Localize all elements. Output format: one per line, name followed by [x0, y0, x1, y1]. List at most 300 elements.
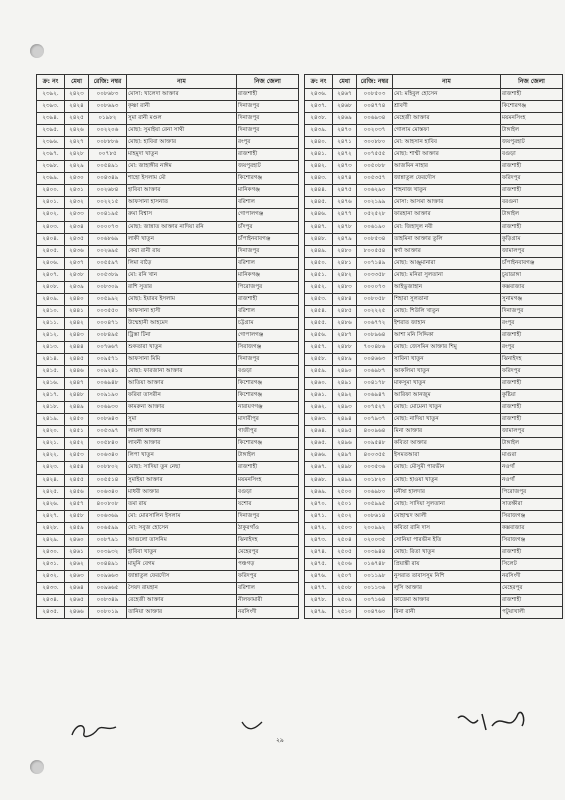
table-row [37, 233, 299, 245]
table-row [37, 402, 299, 414]
cell-reg-no: ০০৫৩৫৭ [357, 173, 393, 185]
cell-district: রাজশাহী [501, 89, 563, 101]
cell-district: সিরাজগঞ্জ [237, 341, 299, 353]
cell-merit: ২৪৮৩ [333, 281, 357, 293]
cell-merit: ২৪৩১ [65, 185, 89, 197]
cell-serial: ২৪৫৪. [305, 305, 333, 317]
cell-name: আতিয়া আক্তার [127, 378, 237, 390]
cell-name: তমা রায় [127, 498, 237, 510]
cell-reg-no: ০০২০৩৭ [357, 125, 393, 137]
cell-reg-no: ০০৬৩৪০ [89, 486, 127, 498]
cell-merit: ২৫০১ [333, 498, 357, 510]
cell-merit: ২৪৮২ [333, 269, 357, 281]
table-row [37, 149, 299, 161]
table-row [37, 414, 299, 426]
table-row [305, 594, 563, 606]
table-row [305, 197, 563, 209]
table-row [305, 607, 563, 619]
cell-merit: ২৫০২ [333, 510, 357, 522]
cell-name: কেয়া রানী রায় [127, 245, 237, 257]
cell-merit: ২৪২৯ [65, 161, 89, 173]
cell-serial: ২৪০০. [37, 185, 65, 197]
cell-merit: ২৪৭৮ [333, 221, 357, 233]
cell-merit: ২৪৫৯ [65, 522, 89, 534]
cell-merit: ২৫০৪ [333, 534, 357, 546]
cell-reg-no: ০০৩৫৫০ [89, 305, 127, 317]
cell-district: জামালপুর [501, 426, 563, 438]
table-row [37, 594, 299, 606]
cell-district: রাজশাহী [501, 402, 563, 414]
cell-reg-no: ০০৫৯৯৫ [357, 498, 393, 510]
table-row [305, 510, 563, 522]
cell-merit: ২৪৯৩ [333, 402, 357, 414]
cell-district: কিশোরগঞ্জ [237, 390, 299, 402]
cell-name: মিনা আক্তার [393, 426, 501, 438]
cell-name: সুমা রানী মণ্ডল [127, 113, 237, 125]
table-row [305, 522, 563, 534]
table-row [305, 426, 563, 438]
cell-merit: ২৪৮৫ [333, 305, 357, 317]
cell-reg-no: ০০৪৬৬৩ [357, 354, 393, 366]
cell-name: মো: রনি খান [127, 269, 237, 281]
right-merit-table [304, 74, 563, 619]
cell-serial: ২৪৭৪. [305, 546, 333, 558]
cell-district: দিনাজপুর [237, 101, 299, 113]
cell-district: ফরিদপুর [501, 173, 563, 185]
cell-reg-no: ০০২১৯৯ [357, 197, 393, 209]
cell-district: দিনাজপুর [237, 113, 299, 125]
cell-merit: ২৪৯৭ [333, 450, 357, 462]
cell-merit: ২৪৮৬ [333, 317, 357, 329]
cell-reg-no: ০০৬১৯০ [357, 221, 393, 233]
cell-merit: ২৪৬৩ [65, 570, 89, 582]
table-row [305, 498, 563, 510]
cell-district: রাজশাহী [501, 329, 563, 341]
cell-district: রাজশাহী [501, 378, 563, 390]
cell-reg-no: ০০৩৯৩২ [89, 546, 127, 558]
cell-name: আফসানা হাসী [127, 305, 237, 317]
cell-merit: ২৪৮৭ [333, 329, 357, 341]
cell-serial: ২৪৪১. [305, 149, 333, 161]
cell-merit: ২৪৫৫ [65, 474, 89, 486]
cell-merit: ২৪৫৪ [65, 462, 89, 474]
table-row [305, 570, 563, 582]
cell-serial: ২৪১০. [37, 305, 65, 317]
cell-serial: ২৪৫৭. [305, 341, 333, 353]
cell-serial: ২৪১২. [37, 329, 65, 341]
table-row [305, 341, 563, 353]
cell-name: লুসি আক্তার [393, 582, 501, 594]
cell-merit: ২৪৪৮ [65, 390, 89, 402]
cell-district: ঠাকুরগাঁও [237, 522, 299, 534]
cell-name: মোছা: হাওয়া খাতুন [393, 474, 501, 486]
cell-name: রাশি সুতার [127, 281, 237, 293]
cell-merit: ২৪৫০ [65, 414, 89, 426]
cell-district: সিরাজগঞ্জ [501, 510, 563, 522]
cell-reg-no: ০০৮০৫৮ [357, 293, 393, 305]
table-row [37, 582, 299, 594]
cell-reg-no: ০০১৮২৩ [357, 474, 393, 486]
table-row [37, 329, 299, 341]
cell-name: আরিফা আনজুম [393, 390, 501, 402]
cell-merit: ২৪৩৭ [65, 257, 89, 269]
table-row [37, 317, 299, 329]
cell-reg-no: ০০৭৫২৭ [357, 402, 393, 414]
cell-serial: ২৪১৫. [37, 366, 65, 378]
cell-reg-no: ০০৮৪৯৫ [89, 329, 127, 341]
cell-reg-no: ৪০০৯৬৪ [357, 426, 393, 438]
table-row [305, 101, 563, 113]
table-row [37, 101, 299, 113]
table-row [37, 161, 299, 173]
cell-reg-no: ০০৬৯৮৭ [357, 366, 393, 378]
header-district: নিজ জেলা [501, 75, 563, 89]
header-name: নাম [393, 75, 501, 89]
cell-merit: ২৪৬৭ [333, 89, 357, 101]
table-row [305, 582, 563, 594]
cell-merit: ২৪৩৯ [65, 281, 89, 293]
cell-merit: ২৪৯৫ [333, 426, 357, 438]
cell-reg-no: ০০৮৫০৩ [357, 89, 393, 101]
table-row [37, 426, 299, 438]
cell-merit: ২৪৪৬ [65, 366, 89, 378]
cell-reg-no: ০০০৪৭১ [89, 317, 127, 329]
cell-name: আকলিমা খাতুন [393, 366, 501, 378]
cell-serial: ২৩৯২. [37, 89, 65, 101]
cell-serial: ২৪৭৩. [305, 534, 333, 546]
cell-merit: ২৪৪১ [65, 305, 89, 317]
cell-reg-no: ০০৫৯৯২ [89, 293, 127, 305]
cell-merit: ২৪৭০ [333, 125, 357, 137]
cell-reg-no: ০০৭৬৬৭ [89, 341, 127, 353]
cell-serial: ২৪১৯. [37, 414, 65, 426]
cell-name: মোছা: মোমেনা খাতুন [393, 402, 501, 414]
cell-reg-no: ০০৭৫৫৫ [357, 149, 393, 161]
cell-district: দিনাজপুর [237, 510, 299, 522]
cell-serial: ২৪৬৮. [305, 474, 333, 486]
cell-reg-no: ০০২৬৯৫ [89, 245, 127, 257]
cell-name: ফারহানা আক্তার [393, 209, 501, 221]
cell-name: মোছা: রিতা খাতুন [393, 546, 501, 558]
cell-name: আফসানা হাসনাত [127, 197, 237, 209]
table-row [37, 558, 299, 570]
cell-reg-no: ৭০০৪৮৬ [357, 341, 393, 353]
cell-merit: ২৪৩৩ [65, 209, 89, 221]
cell-merit: ২৪২৬ [65, 125, 89, 137]
cell-reg-no: ০০৬২৯০ [357, 185, 393, 197]
cell-district: রাজশাহী [501, 414, 563, 426]
cell-reg-no: ০০৬৯৮০ [357, 486, 393, 498]
cell-merit: ২৫০০ [333, 486, 357, 498]
cell-merit: ২৪৫৮ [65, 510, 89, 522]
cell-serial: ২৪০৫. [37, 245, 65, 257]
cell-reg-no: ২০০৯৯২ [357, 522, 393, 534]
cell-name: শুকতারা খাতুন [127, 341, 237, 353]
cell-serial: ২৩৯৬. [37, 137, 65, 149]
cell-serial: ২৪৩৪. [37, 594, 65, 606]
table-row [37, 607, 299, 619]
cell-serial: ২৪৪৬. [305, 209, 333, 221]
cell-district: কক্সবাজার [501, 522, 563, 534]
cell-serial: ২৪৭১. [305, 510, 333, 522]
cell-district: সুনামগঞ্জ [501, 293, 563, 305]
table-row [305, 221, 563, 233]
cell-district: দিনাজপুর [237, 125, 299, 137]
cell-name: ফরিবা তাসরীন [127, 390, 237, 402]
table-row [305, 269, 563, 281]
table-row [37, 197, 299, 209]
cell-serial: ২৪৭৯. [305, 607, 333, 619]
cell-merit: ২৪২৩ [65, 89, 89, 101]
cell-merit: ২৪৭৩ [333, 161, 357, 173]
cell-merit: ২৪৫৭ [65, 498, 89, 510]
table-row [305, 462, 563, 474]
cell-reg-no: ০০৮৭৯১ [89, 534, 127, 546]
cell-reg-no: ০০৯৫৪৮ [357, 438, 393, 450]
cell-merit: ২৪৬৬ [65, 607, 89, 619]
cell-reg-no: ০০৬৭৭২ [357, 317, 393, 329]
cell-reg-no: ০০৭৮৫ [89, 149, 127, 161]
cell-reg-no: ০০৭৯৩৭ [357, 414, 393, 426]
cell-serial: ২৪৬৬. [305, 450, 333, 462]
cell-serial: ২৪৪৭. [305, 221, 333, 233]
cell-name: লায়লা আক্তার [127, 426, 237, 438]
cell-serial: ২৪৪৯. [305, 245, 333, 257]
cell-serial: ২৪৭৮. [305, 594, 333, 606]
cell-merit: ২৪৯১ [333, 378, 357, 390]
table-row [37, 450, 299, 462]
cell-reg-no: ০০৯৬৬৫ [89, 582, 127, 594]
cell-name: মোছা: হাবিবা আক্তার [127, 137, 237, 149]
cell-name: মোছা: শাম্মী আক্তার [393, 149, 501, 161]
cell-name: কামরুনা আক্তার [127, 402, 237, 414]
table-row [37, 354, 299, 366]
table-row [305, 293, 563, 305]
cell-serial: ২৪৫১. [305, 269, 333, 281]
cell-district: মেহেরপুর [501, 582, 563, 594]
cell-district: পিরোজপুর [501, 486, 563, 498]
cell-serial: ২৩৯৯. [37, 173, 65, 185]
cell-district: মাগুরা [501, 450, 563, 462]
cell-serial: ২৪৫৩. [305, 293, 333, 305]
cell-district: বগুড়া [237, 486, 299, 498]
cell-district: ঝিনাইদহ [501, 354, 563, 366]
cell-reg-no: ০০৪৭৬০ [357, 607, 393, 619]
table-row [305, 113, 563, 125]
table-row [37, 570, 299, 582]
cell-name: শ্রাবণী [393, 101, 501, 113]
cell-name: ট্রিস্তা টিনা [127, 329, 237, 341]
cell-district: বরিশাল [237, 197, 299, 209]
cell-district: রাজশাহী [237, 89, 299, 101]
cell-merit: ২৪৭৯ [333, 233, 357, 245]
cell-serial: ২৪৫৯. [305, 366, 333, 378]
table-row [37, 125, 299, 137]
cell-name: কবিতা আক্তার [393, 438, 501, 450]
table-row [37, 438, 299, 450]
cell-name: রেহেজী আক্তার [127, 594, 237, 606]
cell-serial: ২৪৩৫. [37, 607, 65, 619]
cell-name: মোছা: আঞ্জুমানারা [393, 257, 501, 269]
cell-serial: ২৪৪৪. [305, 185, 333, 197]
cell-name: মোছা: সুমাইয়া রেনা সাথী [127, 125, 237, 137]
cell-name: শাহো ইসলাম মৌ [127, 173, 237, 185]
cell-serial: ২৪৭০. [305, 498, 333, 510]
cell-serial: ২৪৩৩. [37, 582, 65, 594]
cell-reg-no: ০০৬৯৩০ [89, 402, 127, 414]
cell-merit: ২৪৪৭ [65, 378, 89, 390]
table-row [305, 137, 563, 149]
cell-merit: ২৪৫৬ [65, 486, 89, 498]
punch-hole-top [30, 44, 44, 58]
cell-reg-no: ০০৮৬৯৩ [89, 101, 127, 113]
cell-reg-no: ০০১১৯৮ [357, 570, 393, 582]
table-row [37, 498, 299, 510]
table-row [37, 305, 299, 317]
cell-district: মেহেরপুর [237, 546, 299, 558]
cell-name: মোসা: আসমা আক্তার [393, 197, 501, 209]
cell-district: মানিকগঞ্জ [237, 269, 299, 281]
cell-serial: ২৪৩২. [37, 570, 65, 582]
cell-district: জয়পুরহাট [237, 161, 299, 173]
cell-serial: ২৪৬৪. [305, 426, 333, 438]
cell-serial: ২৪০১. [37, 197, 65, 209]
cell-name: ইসমতআরা [393, 450, 501, 462]
cell-merit: ২৪৬৫ [65, 594, 89, 606]
cell-reg-no: ০০৪১৭৮ [357, 378, 393, 390]
cell-merit: ২৪৯২ [333, 390, 357, 402]
cell-district: ঝিনাইদহ [237, 534, 299, 546]
cell-merit: ২৪২৫ [65, 113, 89, 125]
cell-reg-no: ০০৮০১৯ [89, 607, 127, 619]
cell-district: কুষ্টিয়া [501, 390, 563, 402]
table-row [305, 474, 563, 486]
cell-name: সোনিয়া পারভীন ইতি [393, 534, 501, 546]
cell-district: নরসিংদী [501, 570, 563, 582]
header-serial: ক্র: নং [37, 75, 65, 89]
cell-serial: ২৩৯৮. [37, 161, 65, 173]
cell-name: কৃষ্ণা রানী [127, 101, 237, 113]
cell-name: প্রিয়াঙ্কী রায় [393, 558, 501, 570]
cell-name: কবিতা রানি দাস [393, 522, 501, 534]
cell-reg-no: ০০৩৩৫৮ [357, 269, 393, 281]
cell-serial: ২৪৫৬. [305, 329, 333, 341]
cell-merit: ২৪৮৯ [333, 354, 357, 366]
cell-merit: ২৪৩৪ [65, 221, 89, 233]
cell-serial: ২৪২০. [37, 426, 65, 438]
cell-district: বগুড়া [501, 149, 563, 161]
cell-reg-no: ০০৮৮৮৬ [89, 137, 127, 149]
cell-name: মো: সবুজ হোসেন [127, 522, 237, 534]
cell-reg-no: ০০৫০৮৮ [357, 161, 393, 173]
cell-reg-no: ০০৬৩৪০ [89, 450, 127, 462]
cell-name: মোছা: মৌসুমী পারভীন [393, 462, 501, 474]
cell-name: মনীষা হালদার [393, 486, 501, 498]
cell-merit: ২৫০৯ [333, 594, 357, 606]
cell-reg-no: ০০৯১৯০ [89, 390, 127, 402]
header-merit: মেধা [65, 75, 89, 89]
cell-reg-no: ০০৮৩০৯ [89, 281, 127, 293]
cell-merit: ২৪৬৪ [65, 582, 89, 594]
table-row [37, 209, 299, 221]
cell-merit: ২৪২৭ [65, 137, 89, 149]
cell-serial: ২৪৬২. [305, 402, 333, 414]
table-row [37, 173, 299, 185]
cell-serial: ২৪২২. [37, 450, 65, 462]
cell-name: আজমিন নাহার [393, 161, 501, 173]
cell-reg-no: ০০৪১৯৫ [89, 209, 127, 221]
cell-district: ফরিদপুর [237, 570, 299, 582]
cell-reg-no: ০০২২২৫ [357, 305, 393, 317]
cell-district: রংপুর [501, 317, 563, 329]
cell-district: পঞ্চগড় [237, 558, 299, 570]
cell-serial: ২৪৩৬. [305, 89, 333, 101]
table-header-row [37, 75, 299, 89]
cell-reg-no: ০০১১৩৬ [357, 582, 393, 594]
cell-merit: ২৪৪৪ [65, 341, 89, 353]
table-row [37, 390, 299, 402]
cell-serial: ২৪৩৮. [305, 113, 333, 125]
table-row [37, 269, 299, 281]
cell-serial: ২৪৩৭. [305, 101, 333, 113]
header-reg-no: রেজি: নম্বর [89, 75, 127, 89]
cell-reg-no: ০১৬৭৪৮ [357, 558, 393, 570]
cell-merit: ২৪৪০ [65, 293, 89, 305]
cell-name: সৈয়দ রায়হান [127, 582, 237, 594]
cell-district: সিলেট [501, 558, 563, 570]
cell-merit: ২৪৭৫ [333, 185, 357, 197]
cell-reg-no: ০০৭১৪৯ [357, 257, 393, 269]
cell-merit: ২৪৭১ [333, 137, 357, 149]
cell-district: বগুড়া [237, 366, 299, 378]
cell-name: মোছা: নাদিয়া খাতুন [393, 414, 501, 426]
table-row [305, 378, 563, 390]
cell-reg-no: ০০৫৫৯৭ [89, 257, 127, 269]
cell-serial: ২৪১৬. [37, 378, 65, 390]
cell-name: আগুলো তাসনিম [127, 534, 237, 546]
table-row [37, 546, 299, 558]
cell-district: চুয়াডাঙ্গা [501, 269, 563, 281]
cell-reg-no: ০০৯৫৭১ [89, 354, 127, 366]
cell-name: সাবিনা খাতুন [393, 354, 501, 366]
table-row [37, 257, 299, 269]
page-number: ২৯ [276, 737, 284, 744]
cell-district: কিশোরগঞ্জ [501, 101, 563, 113]
cell-reg-no: ০০৬৯৩৪ [357, 113, 393, 125]
cell-name: মাহমুদা খাতুন [127, 149, 237, 161]
cell-merit: ২৪৩৮ [65, 269, 89, 281]
cell-district: টাঙ্গাইল [501, 209, 563, 221]
cell-name: ইশরাত জাহান [393, 317, 501, 329]
cell-reg-no: ৪০০৩৫৫ [357, 450, 393, 462]
table-row [37, 113, 299, 125]
cell-serial: ২৪২৪. [37, 474, 65, 486]
cell-merit: ২৪৩৫ [65, 233, 89, 245]
cell-serial: ২৪২৭. [37, 510, 65, 522]
cell-serial: ২৪০৮. [37, 281, 65, 293]
cell-merit: ২৪৯৬ [333, 438, 357, 450]
table-row [305, 366, 563, 378]
cell-serial: ২৪২৫. [37, 486, 65, 498]
cell-reg-no: ০৫২৫২৮ [357, 209, 393, 221]
header-serial: ক্র: নং [305, 75, 333, 89]
cell-merit: ২৪৪২ [65, 317, 89, 329]
table-row [37, 534, 299, 546]
cell-district: নীলফামারী [237, 594, 299, 606]
cell-name: মো: মোরসালিন ইসলাম [127, 510, 237, 522]
header-district: নিজ জেলা [237, 75, 299, 89]
cell-merit: ২৫০৩ [333, 522, 357, 534]
